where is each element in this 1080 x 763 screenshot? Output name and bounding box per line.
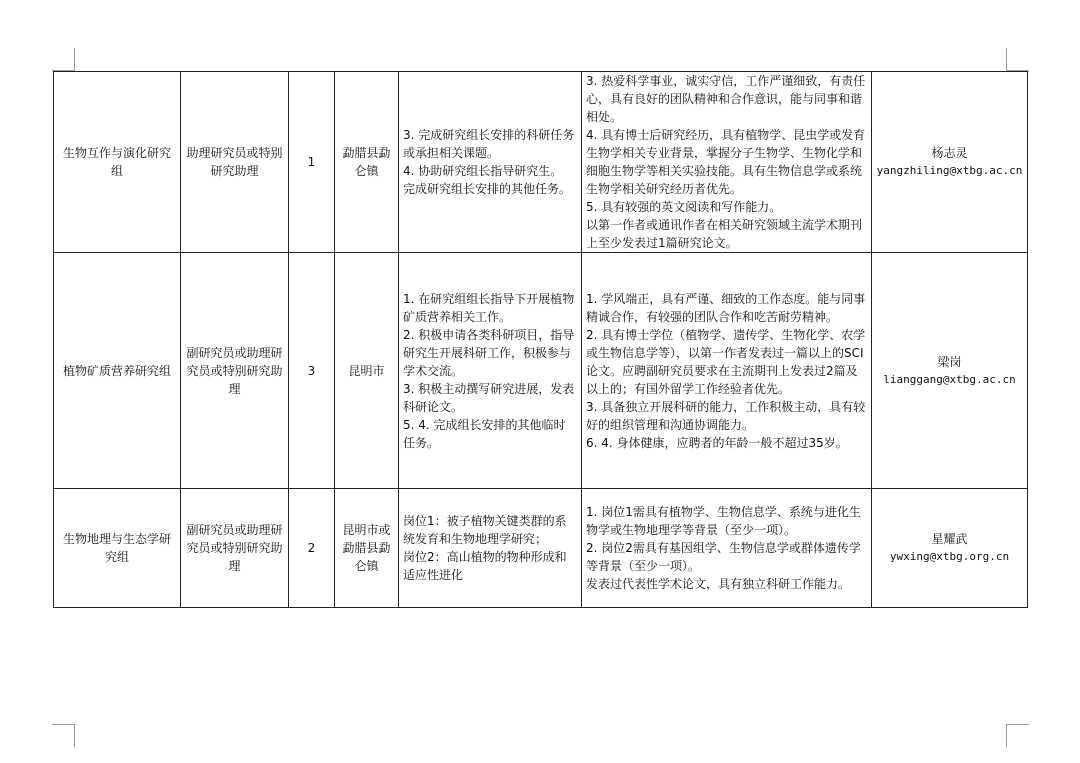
group-name-cell: 生物地理与生态学研究组 <box>54 489 181 608</box>
requirement-item: 2. 具有博士学位（植物学、遗传学、生物化学、农学或生物信息学等），以第一作者发表过一篇以上的SCI论文。应聘副研究员要求在主流期刊上发表过2篇及以上的；有国外留学工作经验者优先。 <box>586 327 866 396</box>
group-name-cell: 生物互作与演化研究组 <box>54 72 181 253</box>
requirement-item: 发表过代表性学术论文，具有独立科研工作能力。 <box>586 577 851 591</box>
duty-item: 3. 积极主动撰写研究进展，发表科研论文。 <box>403 381 575 414</box>
count-cell: 2 <box>289 489 335 608</box>
requirement-item: 1. 学风端正，具有严谨、细致的工作态度。能与同事精诚合作，有较强的团队合作和吃苦耐劳精神。 <box>586 291 866 324</box>
duty-item: 2. 积极申请各类科研项目，指导研究生开展科研工作，积极参与学术交流。 <box>403 327 575 378</box>
crop-mark-top-left <box>52 48 75 71</box>
table-row <box>54 489 1028 608</box>
requirements-cell <box>582 489 872 608</box>
group-name-cell: 植物矿质营养研究组 <box>54 253 181 489</box>
requirement-item: 3. 具备独立开展科研的能力，工作积极主动，具有较好的组织管理和沟通协调能力。 <box>586 399 866 432</box>
requirement-item: 以第一作者或通讯作者在相关研究领域主流学术期刊上至少发表过1篇研究论文。 <box>586 218 863 250</box>
table-row <box>54 72 1028 253</box>
requirement-item: 6. 4. 身体健康，应聘者的年龄一般不超过35岁。 <box>586 435 848 450</box>
position-cell: 副研究员或助理研究员或特别研究助理 <box>181 253 289 489</box>
contact-email: yangzhiling@xtbg.ac.cn <box>876 164 1023 177</box>
requirements-cell <box>582 253 872 489</box>
duty-item: 3. 完成研究组长安排的科研任务或承担相关课题。 <box>403 128 575 160</box>
count-cell: 1 <box>289 72 335 253</box>
duty-item: 4. 协助研究组长指导研究生。 <box>403 164 563 178</box>
requirement-item: 1. 岗位1需具有植物学、生物信息学、系统与进化生物学或生物地理学等背景（至少一项）。 <box>586 505 861 537</box>
table-row <box>54 253 1028 489</box>
duties-cell <box>399 489 582 608</box>
count-cell: 3 <box>289 253 335 489</box>
duty-item: 岗位1：被子植物关键类群的系统发育和生物地理学研究； <box>403 514 567 546</box>
contact-name: 杨志灵 <box>931 146 968 160</box>
position-cell: 副研究员或助理研究员或特别研究助理 <box>181 489 289 608</box>
duty-item: 1. 在研究组组长指导下开展植物矿质营养相关工作。 <box>403 291 575 324</box>
requirements-cell <box>582 72 872 253</box>
requirement-item: 5. 具有较强的英文阅读和写作能力。 <box>586 200 782 214</box>
contact-name: 星耀武 <box>931 532 968 546</box>
duty-item: 5. 4. 完成组长安排的其他临时任务。 <box>403 417 566 450</box>
requirement-item: 3. 热爱科学事业，诚实守信，工作严谨细致，有责任心，具有良好的团队精神和合作意识，能与同事和谐相处。 <box>586 74 866 124</box>
duty-item: 完成研究组长安排的其他任务。 <box>403 182 572 196</box>
recruitment-table <box>53 71 1028 608</box>
contact-name: 梁岗 <box>937 354 962 369</box>
contact-cell <box>872 72 1028 253</box>
requirement-item: 4. 具有博士后研究经历，具有植物学、昆虫学或发育生物学相关专业背景，掌握分子生物学、生物化学和细胞生物学等相关实验技能。具有生物信息学或系统生物学相关研究经历者优先。 <box>586 128 866 196</box>
crop-mark-bottom-right <box>1006 724 1029 747</box>
contact-cell <box>872 489 1028 608</box>
duties-cell <box>399 72 582 253</box>
crop-mark-bottom-left <box>52 724 75 747</box>
requirement-item: 2. 岗位2需具有基因组学、生物信息学或群体遗传学等背景（至少一项）。 <box>586 541 861 573</box>
location-cell: 昆明市或勐腊县勐仑镇 <box>335 489 399 608</box>
duties-cell <box>399 253 582 489</box>
location-cell: 勐腊县勐仑镇 <box>335 72 399 253</box>
contact-cell <box>872 253 1028 489</box>
location-cell: 昆明市 <box>335 253 399 489</box>
position-cell: 助理研究员或特别研究助理 <box>181 72 289 253</box>
contact-email: ywxing@xtbg.org.cn <box>889 550 1010 563</box>
contact-email: lianggang@xtbg.ac.cn <box>883 372 1016 386</box>
crop-mark-top-right <box>1006 48 1029 71</box>
duty-item: 岗位2：高山植物的物种形成和适应性进化 <box>403 550 567 582</box>
